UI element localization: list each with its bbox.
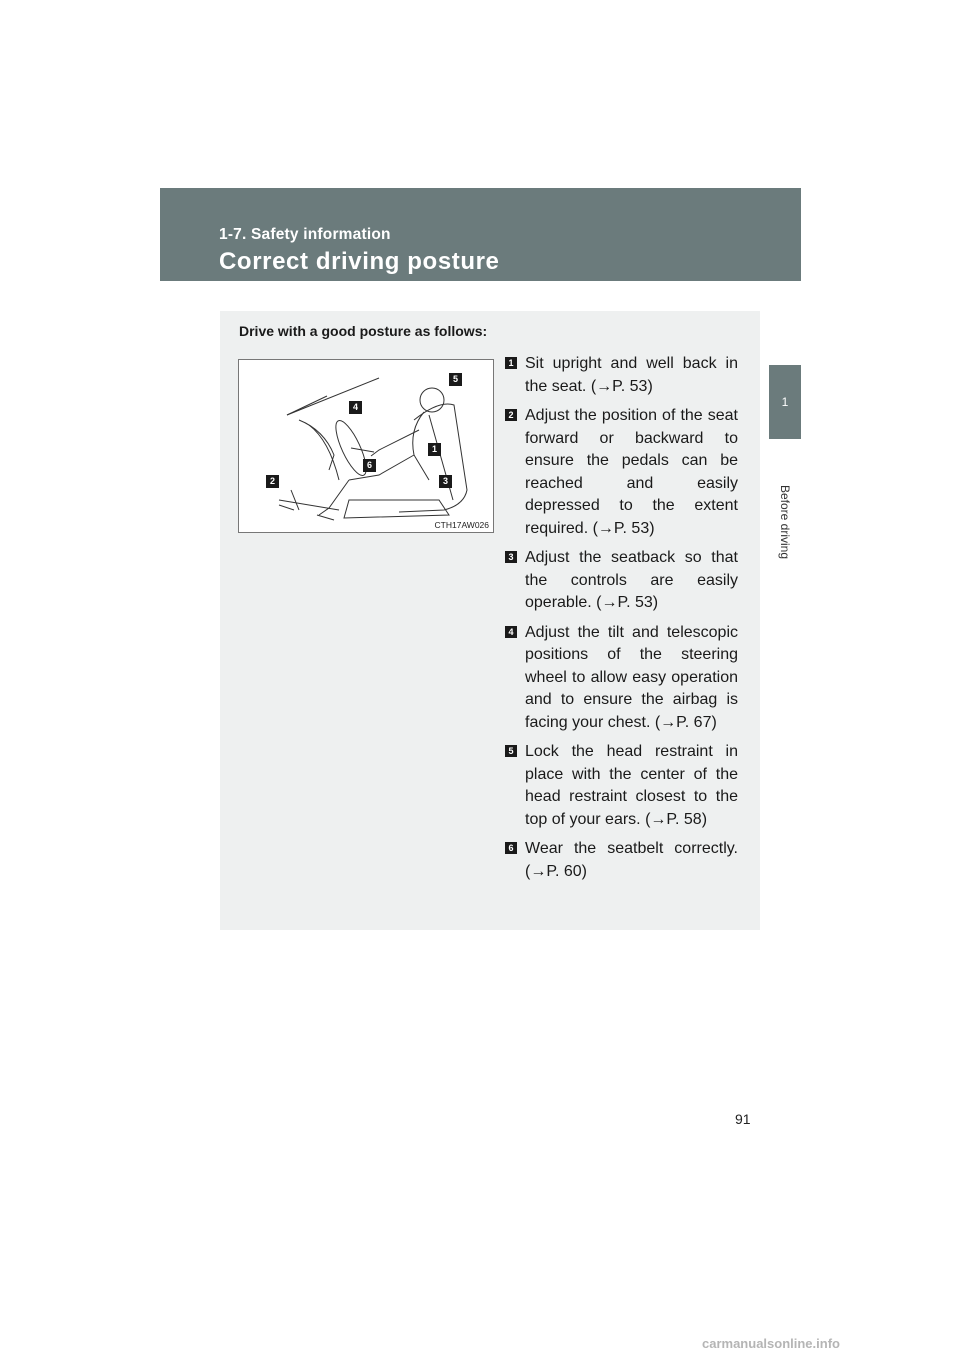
item-number-badge: 1 <box>505 357 517 369</box>
item-number-badge: 2 <box>505 409 517 421</box>
list-item <box>505 838 738 883</box>
callout-6: 6 <box>363 459 376 472</box>
item-number-badge: 5 <box>505 745 517 757</box>
item-text: Adjust the tilt and telescopic positions of the steering wheel to allow easy operation and to ensure the airbag is facing your chest. (→P. 67) <box>525 623 738 731</box>
list-item <box>505 353 738 398</box>
content-panel <box>220 311 760 930</box>
callout-5: 5 <box>449 373 462 386</box>
list-item <box>505 405 738 540</box>
header-bar <box>160 188 801 281</box>
item-text: Wear the seatbelt correctly. (→P. 60) <box>525 840 738 880</box>
page-title: Correct driving posture <box>219 248 500 275</box>
item-text: Adjust the position of the seat forward or backward to ensure the pedals can be reached and easily depressed to the extent required. (→P. 53) <box>525 407 738 537</box>
item-text: Adjust the seatback so that the controls are easily operable. (→P. 53) <box>525 549 738 611</box>
callout-1: 1 <box>428 443 441 456</box>
section-label: 1-7. Safety information <box>219 226 391 243</box>
watermark: carmanualsonline.info <box>702 1336 840 1351</box>
item-text: Sit upright and well back in the seat. (→P. 53) <box>525 355 738 395</box>
intro-text: Drive with a good posture as follows: <box>239 323 488 339</box>
item-number-badge: 4 <box>505 626 517 638</box>
chapter-tab: 1 <box>769 365 801 439</box>
instruction-list <box>505 353 738 890</box>
item-number-badge: 6 <box>505 842 517 854</box>
list-item <box>505 547 738 615</box>
callout-2: 2 <box>266 475 279 488</box>
item-text: Lock the head restraint in place with the center of the head restraint closest to the top of your ears. (→P. 58) <box>525 743 738 828</box>
list-item <box>505 741 738 831</box>
list-item <box>505 622 738 735</box>
callout-3: 3 <box>439 475 452 488</box>
page-number: 91 <box>735 1111 751 1127</box>
callout-4: 4 <box>349 401 362 414</box>
figure-code: CTH17AW026 <box>434 520 489 530</box>
chapter-label: Before driving <box>778 484 792 560</box>
item-number-badge: 3 <box>505 551 517 563</box>
posture-illustration <box>238 359 494 533</box>
